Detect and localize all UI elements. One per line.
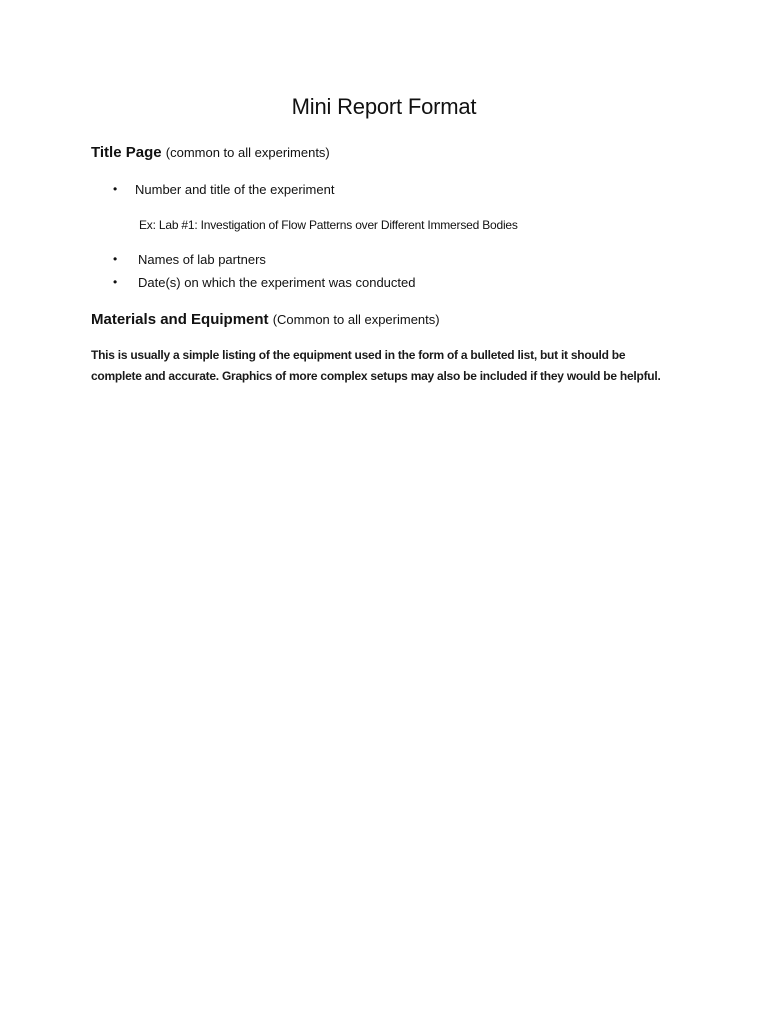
materials-paragraph xyxy=(91,345,691,387)
bullet-icon: • xyxy=(113,275,118,289)
example-text: Ex: Lab #1: Investigation of Flow Patterns over Different Immersed Bodies xyxy=(139,218,518,232)
list-item-text: Names of lab partners xyxy=(138,252,266,267)
materials-heading xyxy=(91,311,440,328)
materials-heading-note: (Common to all experiments) xyxy=(272,312,440,327)
list-item-text: Date(s) on which the experiment was conducted xyxy=(138,275,416,290)
materials-paragraph-line: This is usually a simple listing of the equipment used in the form of a bulleted list, but it should be xyxy=(91,348,626,362)
list-item-text: Number and title of the experiment xyxy=(135,182,335,197)
bullet-icon: • xyxy=(113,182,118,196)
title-page-heading-note: (common to all experiments) xyxy=(165,145,330,160)
page-title: Mini Report Format xyxy=(291,94,477,119)
bullet-icon: • xyxy=(113,252,118,266)
title-page-heading-text: Title Page xyxy=(91,144,162,161)
materials-heading-text: Materials and Equipment xyxy=(91,311,269,328)
materials-paragraph-line: complete and accurate. Graphics of more complex setups may also be included if they would be helpful. xyxy=(91,369,661,383)
title-page-heading xyxy=(91,144,330,161)
